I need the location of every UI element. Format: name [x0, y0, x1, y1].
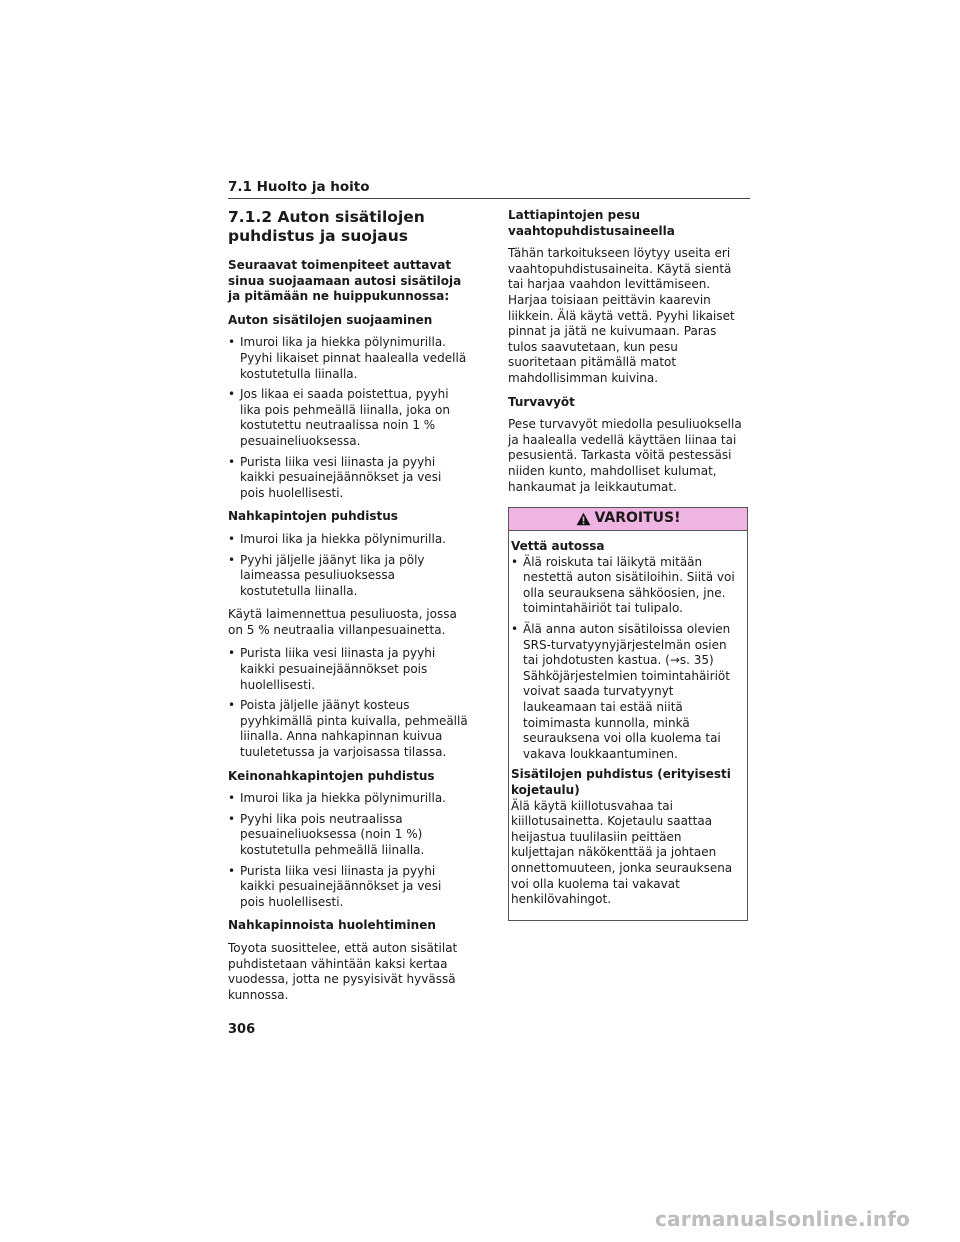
left-column	[228, 208, 468, 1011]
floor-heading: Lattiapintojen pesu vaahtopuhdistusaineella	[508, 208, 675, 238]
warning-box	[508, 507, 748, 921]
care-paragraph: Toyota suosittelee, että auton sisätilat puhdistetaan vähintään kaksi kertaa vuodessa, jotta ne pysyisivät hyvässä kunnossa.	[228, 940, 458, 1002]
floor-paragraph: Tähän tarkoitukseen löytyy useita eri vaahtopuhdistusaineita. Käytä sientä tai harjaa vaahdon levittämiseen. Harjaa toisiaan peittävin kaarevin liikkein. Älä käytä vettä. Pyyhi likaiset pinnat ja jätä ne kuivumaan. Paras tulos saavutetaan, kun pesu suoritetaan pitämällä matot mahdollisimman kuivina.	[508, 246, 735, 385]
leather-list-a	[228, 532, 468, 599]
lead-paragraph: Seuraavat toimenpiteet auttavat sinua suojaamaan autosi sisätiloja ja pitämään ne huippukunnossa:	[228, 258, 462, 304]
page-number: 306	[228, 1022, 256, 1037]
dash-paragraph: Älä käytä kiillotusvahaa tai kiillotusainetta. Kojetaulu saattaa heijastua tuulilasiin peittäen kuljettajan näkökenttää ja johtaen onnettomuuteen, jonka seurauksena voi olla kuolema tai vakavat henkilövahingot.	[511, 798, 733, 907]
list-item: • Älä anna auton sisätiloissa olevien SRS-turvatyynyjärjestelmän osien tai johdotusten kastua. (→s. 35) Sähköjärjestelmien toimintahäiriöt voivat saada turvatyynyt laukeamaan tai estää niitä toimimasta kunnolla, minkä seurauksena voi olla kuolema tai vakava loukkaantuminen.	[511, 622, 740, 762]
running-head: 7.1 Huolto ja hoito	[228, 179, 750, 199]
care-heading: Nahkapinnoista huolehtiminen	[228, 918, 436, 933]
watermark: carmanualsonline.info	[655, 1207, 911, 1231]
synthetic-heading: Keinonahkapintojen puhdistus	[228, 768, 435, 783]
water-heading: Vettä autossa	[511, 539, 605, 554]
leather-paragraph: Käytä laimennettua pesuliuosta, jossa on 5 % neutraalia villanpesuainetta.	[228, 607, 457, 637]
protect-heading: Auton sisätilojen suojaaminen	[228, 312, 433, 327]
warning-label: VAROITUS!	[594, 510, 681, 527]
list-item: • Imuroi lika ja hiekka pölynimurilla. Pyyhi likaiset pinnat haalealla vedellä kostutetulla liinalla.	[228, 335, 468, 382]
synthetic-list	[228, 791, 468, 910]
list-item: • Pyyhi lika pois neutraalissa pesuaineliuoksessa (noin 1 %) kostutetulla pehmeällä liinalla.	[228, 812, 468, 859]
right-column	[508, 208, 748, 921]
list-item: • Älä roiskuta tai läikytä mitään nestettä auton sisätiloihin. Siitä voi olla seurauksena sähköosien, jne. toimintahäiriöt tai tulipalo.	[511, 555, 740, 617]
warning-body	[509, 531, 747, 920]
list-item: • Pyyhi jäljelle jäänyt lika ja pöly laimeassa pesuliuoksessa kostutetulla liinalla.	[228, 553, 468, 600]
list-item: • Imuroi lika ja hiekka pölynimurilla.	[228, 532, 468, 548]
list-item: • Purista liika vesi liinasta ja pyyhi kaikki pesuainejäännökset ja vesi pois huolellisesti.	[228, 864, 468, 911]
dash-heading: Sisätilojen puhdistus (erityisesti kojetaulu)	[511, 767, 731, 797]
list-item: • Jos likaa ei saada poistettua, pyyhi lika pois pehmeällä liinalla, joka on kostutettu neutraalissa noin 1 % pesuaineliuoksessa.	[228, 387, 468, 449]
section-title: 7.1.2 Auton sisätilojen puhdistus ja suojaus	[228, 208, 425, 245]
warning-header	[509, 508, 747, 531]
water-list	[511, 555, 740, 763]
list-item: • Poista jäljelle jäänyt kosteus pyyhkimällä pinta kuivalla, pehmeällä liinalla. Anna nahkapinnan kuivua tuuletetussa ja varjoisassa tilassa.	[228, 698, 468, 760]
warning-triangle-icon	[576, 512, 591, 526]
belts-paragraph: Pese turvavyöt miedolla pesuliuoksella ja haalealla vedellä käyttäen liinaa tai pesusientä. Tarkasta vöitä pestessäsi niiden kunto, mahdolliset kulumat, hankaumat ja leikkautumat.	[508, 417, 742, 494]
protect-list	[228, 335, 468, 501]
leather-list-b	[228, 646, 468, 760]
list-item: • Imuroi lika ja hiekka pölynimurilla.	[228, 791, 468, 807]
list-item: • Purista liika vesi liinasta ja pyyhi kaikki pesuainejäännökset ja vesi pois huolellisesti.	[228, 455, 468, 502]
belts-heading: Turvavyöt	[508, 394, 575, 409]
list-item: • Purista liika vesi liinasta ja pyyhi kaikki pesuainejäännökset pois huolellisesti.	[228, 646, 468, 693]
leather-heading: Nahkapintojen puhdistus	[228, 509, 398, 524]
